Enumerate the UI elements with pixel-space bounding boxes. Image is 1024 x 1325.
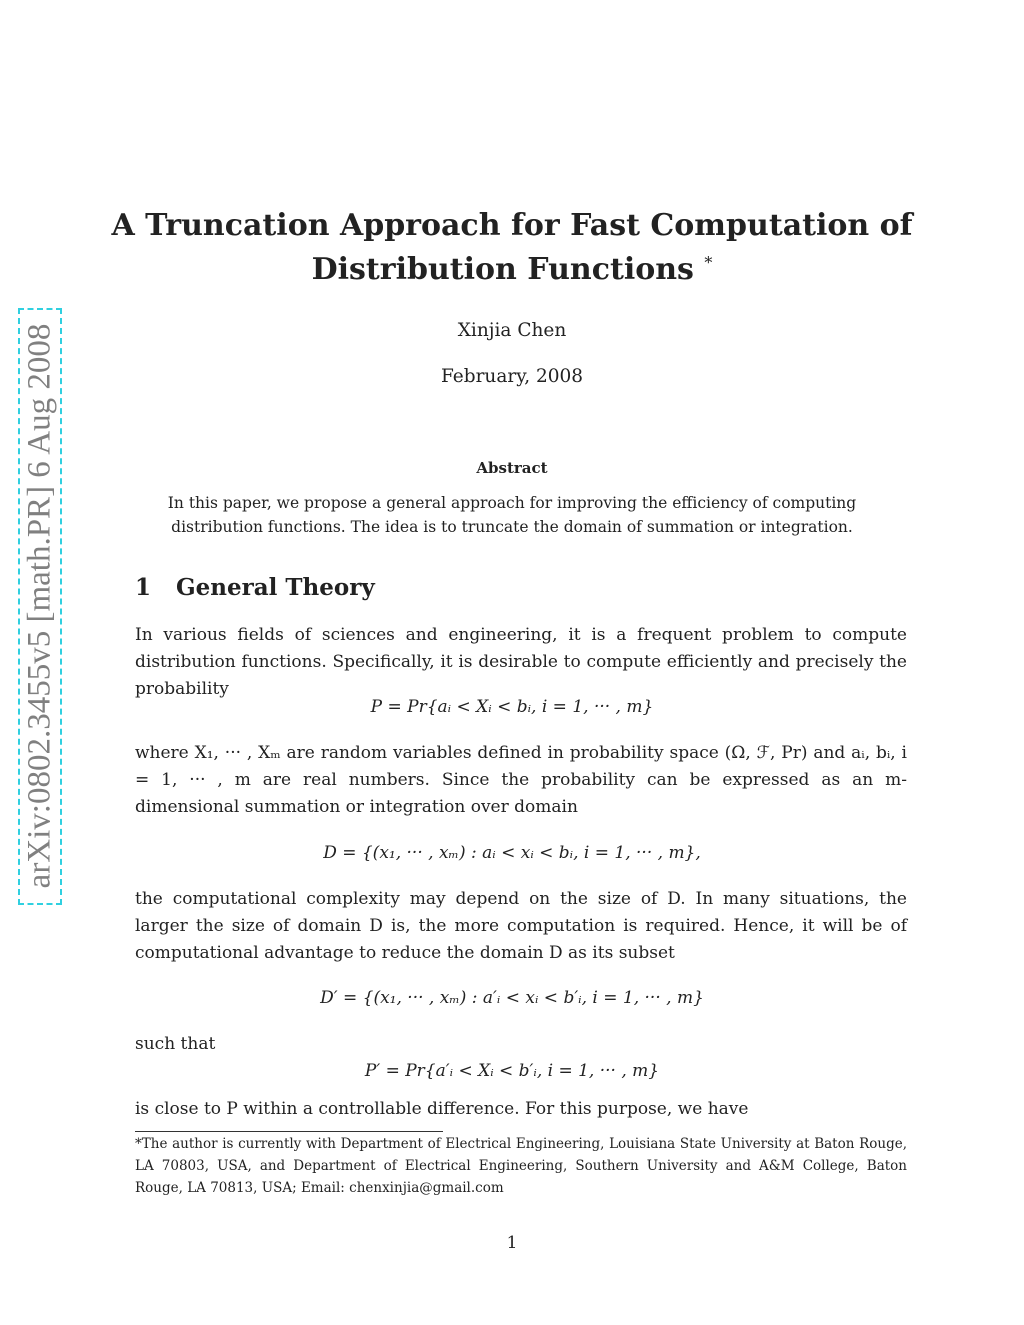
abstract-line-2: distribution functions. The idea is to truncate the domain of summation or integration. bbox=[171, 518, 853, 536]
section-title: General Theory bbox=[176, 574, 375, 601]
publication-date: February, 2008 bbox=[440, 366, 584, 387]
paragraph-random-variables: where X₁, ··· , Xₘ are random variables defined in probability space (Ω, ℱ, Pr) and aᵢ, bᵢ, i = 1, ··· , m are real numbers. Since the probability can be expressed as an m-dimensional summation or integration over domain bbox=[135, 743, 907, 817]
equation-subset-domain: D′ = {(x₁, ··· , xₘ) : a′ᵢ < xᵢ < b′ᵢ, i = 1, ··· , m} bbox=[320, 988, 704, 1008]
abstract-heading: Abstract bbox=[476, 459, 548, 477]
paper-title-line1: A Truncation Approach for Fast Computation of bbox=[111, 208, 913, 243]
paragraph-purpose: is close to P within a controllable difference. For this purpose, we have bbox=[135, 1099, 749, 1119]
equation-probability: P = Pr{aᵢ < Xᵢ < bᵢ, i = 1, ··· , m} bbox=[370, 697, 654, 717]
paper-title-text: Distribution Functions bbox=[311, 252, 694, 287]
equation-domain: D = {(x₁, ··· , xₘ) : aᵢ < xᵢ < bᵢ, i = 1, ··· , m}, bbox=[323, 843, 701, 863]
paper-title-line2 bbox=[0, 252, 1024, 287]
section-number: 1 bbox=[135, 574, 152, 601]
footnote-affiliation: *The author is currently with Department of Electrical Engineering, Louisiana State University at Baton Rouge, LA 70803, USA, and Department of Electrical Engineering, Southern University and A&M College, Baton Rouge, LA 70813, USA; Email: chenxinjia@gmail.com bbox=[135, 1136, 907, 1196]
equation-truncated-probability: P′ = Pr{a′ᵢ < Xᵢ < b′ᵢ, i = 1, ··· , m} bbox=[364, 1061, 660, 1081]
footnote-rule bbox=[135, 1131, 443, 1132]
paragraph-intro: In various fields of sciences and engineering, it is a frequent problem to compute distribution functions. Specifically, it is desirable to compute efficiently and precisely the probability bbox=[135, 625, 907, 699]
author-name: Xinjia Chen bbox=[457, 320, 567, 341]
arxiv-identifier: arXiv:0802.3455v5 [math.PR] 6 Aug 2008 bbox=[21, 323, 58, 889]
paragraph-complexity: the computational complexity may depend on the size of D. In many situations, the larger the size of domain D is, the more computation is required. Hence, it will be of computational advantage to reduce the domain D as its subset bbox=[135, 889, 907, 963]
page-number: 1 bbox=[506, 1233, 518, 1253]
abstract-line-1: In this paper, we propose a general approach for improving the efficiency of computing bbox=[167, 494, 857, 512]
title-footnote-mark: * bbox=[704, 253, 713, 272]
paragraph-such-that: such that bbox=[135, 1034, 216, 1054]
